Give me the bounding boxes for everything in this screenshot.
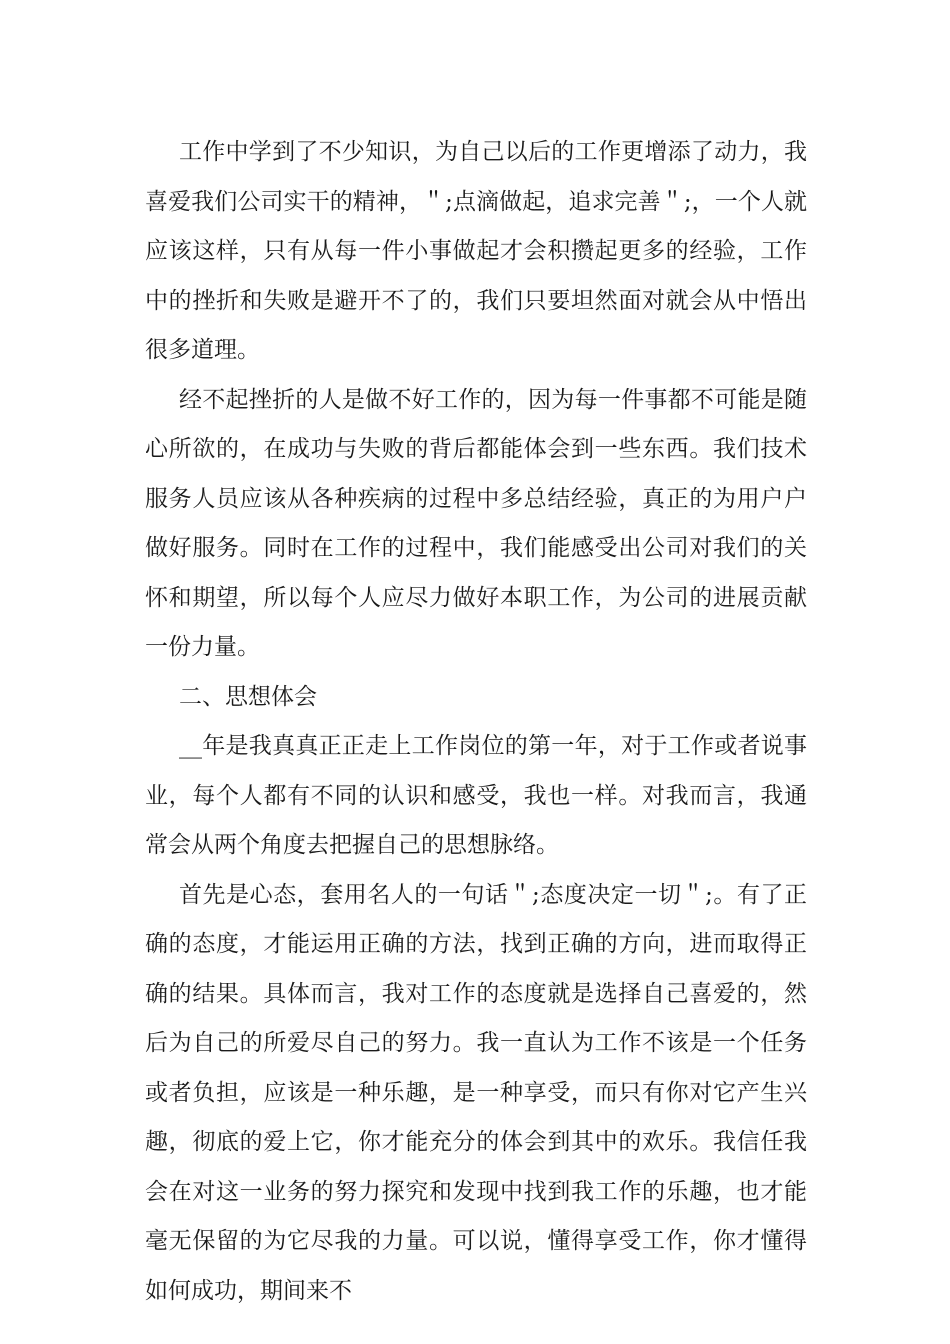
section-heading-thoughts: 二、思想体会: [179, 683, 317, 710]
paragraph-first-year: __年是我真真正正走上工作岗位的第一年，对于工作或者说事业，每个人都有不同的认识和感受，我也一样。对我而言，我通常会从两个角度去把握自己的思想脉络。: [145, 733, 807, 858]
paragraph-work-knowledge: 工作中学到了不少知识，为自己以后的工作更增添了动力，我喜爱我们公司实干的精神，＂;点滴做起，追求完善＂;，一个人就应该这样，只有从每一件小事做起才会积攒起更多的经验，工作中的挫折和失败是避开不了的，我们只要坦然面对就会从中悟出很多道理。: [145, 139, 807, 363]
paragraph-attitude: 首先是心态，套用名人的一句话＂;态度决定一切＂;。有了正确的态度，才能运用正确的方法，找到正确的方向，进而取得正确的结果。具体而言，我对工作的态度就是选择自己喜爱的，然后为自己的所爱尽自己的努力。我一直认为工作不该是一个任务或者负担，应该是一种乐趣，是一种享受，而只有你对它产生兴趣，彻底的爱上它，你才能充分的体会到其中的欢乐。我信任我会在对这一业务的努力探究和发现中找到我工作的乐趣，也才能毫无保留的为它尽我的力量。可以说，懂得享受工作，你才懂得如何成功，期间来不: [145, 881, 807, 1304]
document-body: [145, 128, 807, 1316]
paragraph-setbacks: 经不起挫折的人是做不好工作的，因为每一件事都不可能是随心所欲的，在成功与失败的背后都能体会到一些东西。我们技术服务人员应该从各种疾病的过程中多总结经验，真正的为用户户做好服务。同时在工作的过程中，我们能感受出公司对我们的关怀和期望，所以每个人应尽力做好本职工作，为公司的进展贡献一份力量。: [145, 386, 807, 660]
